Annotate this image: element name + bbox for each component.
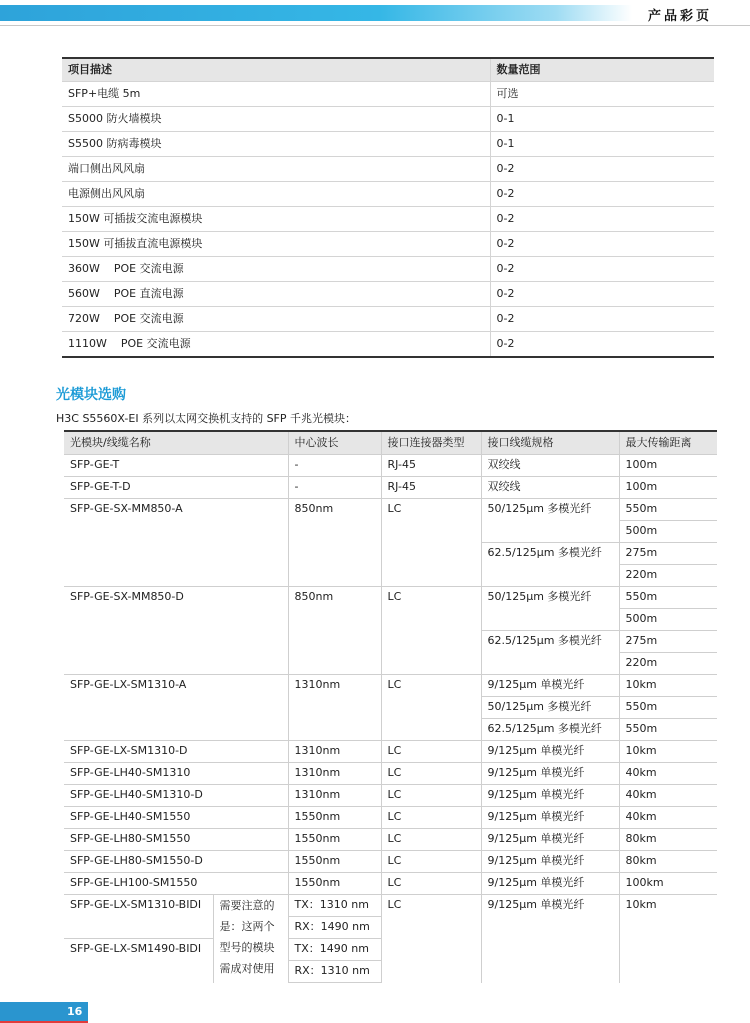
- distance-cell: 500m: [619, 521, 717, 543]
- connector-cell: LC: [381, 675, 481, 741]
- cable-spec-cell: 9/125μm 单模光纤: [481, 829, 619, 851]
- distance-cell: 275m: [619, 631, 717, 653]
- table-row: [62, 332, 714, 358]
- wavelength-cell: 1310nm: [288, 675, 381, 741]
- table-row: [62, 107, 714, 132]
- module-name-cell: SFP-GE-LH40-SM1310: [64, 763, 288, 785]
- distance-cell: 80km: [619, 829, 717, 851]
- module-name-cell: SFP-GE-LX-SM1310-D: [64, 741, 288, 763]
- module-name-cell: SFP-GE-LH80-SM1550: [64, 829, 288, 851]
- table-row: [64, 763, 717, 785]
- note-line: 是：这两个: [219, 920, 275, 933]
- connector-cell: LC: [381, 895, 481, 983]
- table-row: [64, 499, 717, 521]
- wavelength-cell: 1550nm: [288, 873, 381, 895]
- column-header-quantity: 数量范围: [490, 58, 714, 82]
- column-header-module-name: 光模块/线缆名称: [64, 431, 288, 455]
- wavelength-cell: 1310nm: [288, 763, 381, 785]
- distance-cell: 100km: [619, 873, 717, 895]
- cable-spec-cell: 62.5/125μm 多模光纤: [481, 631, 619, 675]
- distance-cell: 10km: [619, 741, 717, 763]
- quantity-cell: 0-2: [490, 182, 714, 207]
- wavelength-cell: 1310nm: [288, 785, 381, 807]
- quantity-cell: 0-1: [490, 107, 714, 132]
- section-title: 光模块选购: [56, 387, 126, 403]
- column-header-max-distance: 最大传输距离: [619, 431, 717, 455]
- table-row: [62, 282, 714, 307]
- table-header-row: [62, 58, 714, 82]
- item-cell: S5000 防火墙模块: [62, 107, 490, 132]
- column-header-cable-spec: 接口线缆规格: [481, 431, 619, 455]
- connector-cell: LC: [381, 873, 481, 895]
- wavelength-cell: 1310nm: [288, 741, 381, 763]
- connector-cell: LC: [381, 741, 481, 763]
- wavelength-cell: 850nm: [288, 587, 381, 675]
- distance-cell: 275m: [619, 543, 717, 565]
- cable-spec-cell: 50/125μm 多模光纤: [481, 587, 619, 631]
- connector-cell: LC: [381, 829, 481, 851]
- distance-cell: 500m: [619, 609, 717, 631]
- table-row: [64, 895, 717, 917]
- item-cell: 360W POE 交流电源: [62, 257, 490, 282]
- section-intro: H3C S5560X-EI 系列以太网交换机支持的 SFP 千兆光模块：: [56, 412, 357, 425]
- module-name-cell: SFP-GE-T-D: [64, 477, 288, 499]
- distance-cell: 220m: [619, 653, 717, 675]
- quantity-cell: 0-1: [490, 132, 714, 157]
- cable-spec-cell: 9/125μm 单模光纤: [481, 851, 619, 873]
- accessory-table: [62, 57, 714, 358]
- note-line: 需成对使用: [219, 962, 275, 975]
- cable-spec-cell: 双绞线: [481, 455, 619, 477]
- connector-cell: LC: [381, 851, 481, 873]
- item-cell: 150W 可插拔直流电源模块: [62, 232, 490, 257]
- distance-cell: 100m: [619, 477, 717, 499]
- header-color-bar: [0, 5, 632, 21]
- module-name-cell: SFP-GE-LX-SM1310-BIDI: [64, 895, 213, 939]
- cable-spec-cell: 9/125μm 单模光纤: [481, 785, 619, 807]
- module-name-cell: SFP-GE-LH100-SM1550: [64, 873, 288, 895]
- distance-cell: 550m: [619, 719, 717, 741]
- cable-spec-cell: 9/125μm 单模光纤: [481, 741, 619, 763]
- distance-cell: 550m: [619, 587, 717, 609]
- wavelength-cell: 1550nm: [288, 851, 381, 873]
- module-name-cell: SFP-GE-LH40-SM1310-D: [64, 785, 288, 807]
- note-line: 型号的模块: [219, 941, 275, 954]
- item-cell: 端口侧出风风扇: [62, 157, 490, 182]
- table-row: [64, 477, 717, 499]
- wavelength-cell: TX：1310 nm: [288, 895, 381, 917]
- module-name-cell: SFP-GE-SX-MM850-D: [64, 587, 288, 675]
- connector-cell: LC: [381, 785, 481, 807]
- table-header-row: [64, 431, 717, 455]
- distance-cell: 550m: [619, 697, 717, 719]
- distance-cell: 10km: [619, 675, 717, 697]
- wavelength-cell: -: [288, 455, 381, 477]
- item-cell: S5500 防病毒模块: [62, 132, 490, 157]
- table-row: [62, 207, 714, 232]
- cable-spec-cell: 9/125μm 单模光纤: [481, 763, 619, 785]
- item-cell: 150W 可插拔交流电源模块: [62, 207, 490, 232]
- cable-spec-cell: 9/125μm 单模光纤: [481, 895, 619, 983]
- distance-cell: 40km: [619, 785, 717, 807]
- column-header-connector: 接口连接器类型: [381, 431, 481, 455]
- module-name-cell: SFP-GE-LH80-SM1550-D: [64, 851, 288, 873]
- header-title: 产品彩页: [648, 9, 713, 24]
- table-row: [62, 82, 714, 107]
- module-name-cell: SFP-GE-SX-MM850-A: [64, 499, 288, 587]
- connector-cell: LC: [381, 763, 481, 785]
- cable-spec-cell: 双绞线: [481, 477, 619, 499]
- optical-module-table: [64, 430, 717, 983]
- cable-spec-cell: 62.5/125μm 多模光纤: [481, 543, 619, 587]
- table-row: [64, 587, 717, 609]
- column-header-wavelength: 中心波长: [288, 431, 381, 455]
- cable-spec-cell: 9/125μm 单模光纤: [481, 807, 619, 829]
- wavelength-cell: 1550nm: [288, 829, 381, 851]
- item-cell: SFP+电缆 5m: [62, 82, 490, 107]
- quantity-cell: 0-2: [490, 207, 714, 232]
- quantity-cell: 0-2: [490, 157, 714, 182]
- wavelength-cell: TX：1490 nm: [288, 939, 381, 961]
- table-row: [62, 307, 714, 332]
- cable-spec-cell: 50/125μm 多模光纤: [481, 697, 619, 719]
- table-row: [64, 675, 717, 697]
- item-cell: 720W POE 交流电源: [62, 307, 490, 332]
- distance-cell: 550m: [619, 499, 717, 521]
- header-divider: [0, 25, 750, 26]
- cable-spec-cell: 9/125μm 单模光纤: [481, 873, 619, 895]
- module-name-cell: SFP-GE-LX-SM1310-A: [64, 675, 288, 741]
- table-row: [64, 807, 717, 829]
- table-row: [64, 851, 717, 873]
- cable-spec-cell: 9/125μm 单模光纤: [481, 675, 619, 697]
- page-number: 16: [67, 1005, 83, 1018]
- table-row: [62, 232, 714, 257]
- cable-spec-cell: 50/125μm 多模光纤: [481, 499, 619, 543]
- table-row: [62, 132, 714, 157]
- distance-cell: 40km: [619, 807, 717, 829]
- distance-cell: 220m: [619, 565, 717, 587]
- wavelength-cell: -: [288, 477, 381, 499]
- wavelength-cell: RX：1310 nm: [288, 961, 381, 983]
- connector-cell: LC: [381, 587, 481, 675]
- note-line: 需要注意的: [219, 899, 275, 912]
- distance-cell: 40km: [619, 763, 717, 785]
- table-row: [64, 829, 717, 851]
- wavelength-cell: 1550nm: [288, 807, 381, 829]
- cable-spec-cell: 62.5/125μm 多模光纤: [481, 719, 619, 741]
- connector-cell: RJ-45: [381, 477, 481, 499]
- item-cell: 1110W POE 交流电源: [62, 332, 490, 358]
- module-name-cell: SFP-GE-LX-SM1490-BIDI: [64, 939, 213, 983]
- quantity-cell: 0-2: [490, 232, 714, 257]
- distance-cell: 10km: [619, 895, 717, 983]
- connector-cell: LC: [381, 807, 481, 829]
- distance-cell: 80km: [619, 851, 717, 873]
- module-name-cell: SFP-GE-LH40-SM1550: [64, 807, 288, 829]
- item-cell: 560W POE 直流电源: [62, 282, 490, 307]
- quantity-cell: 可选: [490, 82, 714, 107]
- column-header-item: 项目描述: [62, 58, 490, 82]
- table-row: [62, 182, 714, 207]
- item-cell: 电源侧出风风扇: [62, 182, 490, 207]
- wavelength-cell: 850nm: [288, 499, 381, 587]
- table-row: [62, 157, 714, 182]
- quantity-cell: 0-2: [490, 307, 714, 332]
- pairing-note-cell: [213, 895, 288, 983]
- table-row: [64, 455, 717, 477]
- table-row: [64, 741, 717, 763]
- quantity-cell: 0-2: [490, 257, 714, 282]
- wavelength-cell: RX：1490 nm: [288, 917, 381, 939]
- table-row: [64, 873, 717, 895]
- module-name-cell: SFP-GE-T: [64, 455, 288, 477]
- quantity-cell: 0-2: [490, 332, 714, 358]
- table-row: [62, 257, 714, 282]
- table-row: [64, 785, 717, 807]
- connector-cell: RJ-45: [381, 455, 481, 477]
- distance-cell: 100m: [619, 455, 717, 477]
- quantity-cell: 0-2: [490, 282, 714, 307]
- connector-cell: LC: [381, 499, 481, 587]
